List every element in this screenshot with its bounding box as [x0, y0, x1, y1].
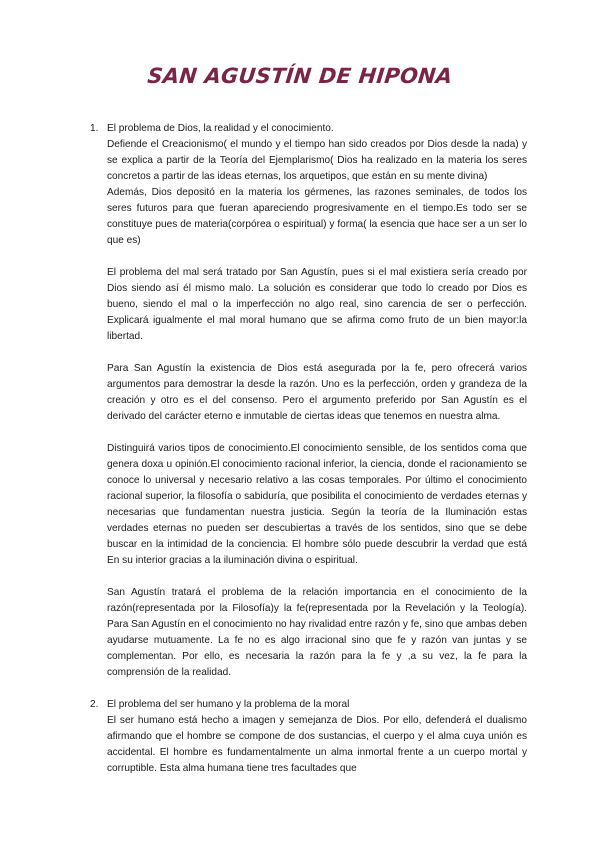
- paragraph: El ser humano está hecho a imagen y semejanza de Dios. Por ello, defenderá el dualismo afirmando que el hombre se compone de dos sustancias, el cuerpo y el alma cuya unión es accidental. El hombre es fundamentalmente un alma inmortal frente a un cuerpo mortal y corruptible. Esta alma humana tiene tres facultades que: [107, 715, 527, 774]
- paragraph: San Agustín tratará el problema de la relación importancia en el conocimiento de la razón(representada por la Filosofía)y la fe(representada por la Revelación y la Teología). Para San Agustín en el conocimiento no hay rivalidad entre razón y fe, sino que ambas deben ayudarse mutuamente. La fe no es algo irracional sino que fe y razón van juntas y se complementan. Por ello, es necesaria la razón para la fe y ,a su vez, la fe para la comprensión de la realidad.: [107, 587, 527, 678]
- paragraph: Defiende el Creacionismo( el mundo y el tiempo han sido creados por Dios desde la nada) y se explica a partir de la Teoría del Ejemplarismo( Dios ha realizado en la materia los seres concretos a partir de las ideas eternas, los arquetipos, que están en su mente divina): [107, 139, 527, 182]
- paragraph: Distinguirá varios tipos de conocimiento.El conocimiento sensible, de los sentidos coma que genera doxa u opinión.El conocimiento racional inferior, la ciencia, donde el racionamiento se conoce lo universal y necesario relativo a las cosas temporales. Por último el conocimiento racional superior, la filosofía o sabiduría, que posibilita el conocimiento de verdades eternas y necesarias que fundamentan nuestra justicia. Según la teoría de la Iluminación estas verdades eternas no pueden ser descubiertas a través de los sentidos, sino que se debe buscar en la intimidad de la conciencia. El hombre sólo puede descubrir la verdad que está En su interior gracias a la iluminación divina o espiritual.: [107, 443, 527, 566]
- document-title: SAN AGUSTÍN DE HIPONA: [146, 64, 454, 88]
- section-heading: El problema del ser humano y la problema de la moral: [107, 699, 350, 710]
- paragraph: Además, Dios depositó en la materia los gérmenes, las razones seminales, de todos los seres futuros para que fueran apareciendo progresivamente en el tiempo.Es todo ser se constituye pues de materia(corpórea o espiritual) y forma( la esencia que hace ser a un ser lo que es): [107, 187, 527, 246]
- paragraph: El problema del mal será tratado por San Agustín, pues si el mal existiera sería creado por Dios siendo así él mismo malo. La solución es considerar que todo lo creado por Dios es bueno, siendo el mal o la imperfección no algo real, sino carencia de ser o perfección. Explicará igualmente el mal moral humano que se afirma como fruto de un bien mayor:la libertad.: [107, 267, 527, 342]
- section-1: [90, 121, 527, 137]
- section-2: [90, 697, 527, 713]
- paragraph: Para San Agustín la existencia de Dios está asegurada por la fe, pero ofrecerá varios argumentos para demostrar la desde la razón. Uno es la perfección, orden y grandeza de la creación y otro es el del consenso. Pero el argumento preferido por San Agustín es el derivado del carácter eterno e inmutable de ciertas ideas que tenemos en nuestra alma.: [107, 363, 527, 422]
- section-heading: El problema de Dios, la realidad y el conocimiento.: [107, 123, 334, 134]
- document-body: [90, 121, 527, 777]
- section-number: 2.: [90, 699, 99, 710]
- section-number: 1.: [90, 123, 99, 134]
